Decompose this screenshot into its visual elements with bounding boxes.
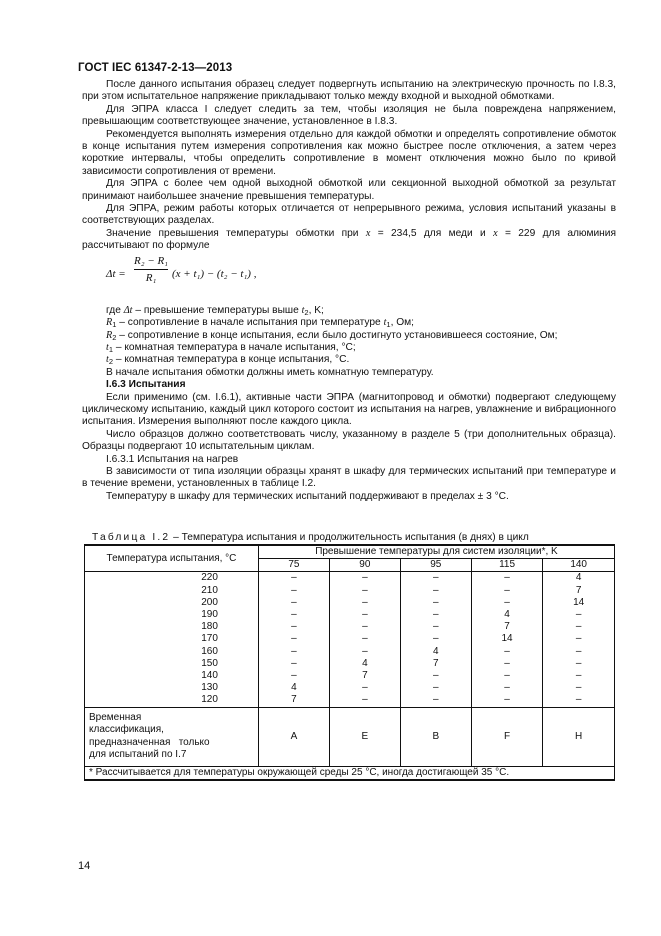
label-line: классификация, xyxy=(89,724,164,736)
cell: – xyxy=(543,670,615,682)
cell: – xyxy=(471,585,543,597)
cell: – xyxy=(329,597,400,609)
cell: – xyxy=(329,621,400,633)
col-header-class: 115 xyxy=(471,559,543,572)
cell-temp: 150 xyxy=(85,658,259,670)
cell: 4 xyxy=(471,609,543,621)
text: , Ом; xyxy=(390,317,414,329)
paragraph: Рекомендуется выполнять измерения отдельно для каждой обмотки и определять сопротивление обмоток в конце испытания путем измерения сопротивления как можно быстрее после отключения, а затем через короткие интервалы, чтобы определить сопротивление в момент отключения можно было по кривой зависимости сопротивления от времени. xyxy=(82,128,616,177)
cell: – xyxy=(329,646,400,658)
text: – комнатная температура в конце испытания, °C. xyxy=(113,354,350,366)
symbol: Δt xyxy=(123,304,133,316)
cell: – xyxy=(329,633,400,645)
paragraph: Число образцов должно соответствовать числу, указанному в разделе 5 (три дополнительных образца). Образцы подвергают 10 испытательным циклам. xyxy=(82,428,616,453)
subscript: 1 xyxy=(112,320,117,330)
cell-temp: 220 xyxy=(85,572,259,585)
cell: – xyxy=(329,682,400,694)
text: – сопротивление в начале испытания при температуре xyxy=(116,317,384,329)
formula-rest: (x + t₁) − (t₂ − t₁) , xyxy=(172,267,257,280)
label-line: предназначенная только xyxy=(89,736,210,748)
symbol: t xyxy=(383,317,387,329)
subscript: 2 xyxy=(112,332,117,342)
col-header-class: 90 xyxy=(329,559,400,572)
table-row xyxy=(85,585,615,597)
cell: – xyxy=(400,694,471,707)
subscript: 2 xyxy=(304,307,309,317)
cell: – xyxy=(543,621,615,633)
cell-temp: 190 xyxy=(85,609,259,621)
cell: – xyxy=(400,670,471,682)
cell: – xyxy=(258,609,329,621)
cell: – xyxy=(329,609,400,621)
symbol: t xyxy=(106,354,109,366)
table-header-row xyxy=(85,545,615,559)
paragraph: В начале испытания обмотки должны иметь комнатную температуру. xyxy=(106,366,434,378)
cell: – xyxy=(400,621,471,633)
cell: – xyxy=(258,658,329,670)
cell-temp: 160 xyxy=(85,646,259,658)
symbol: x xyxy=(493,227,498,239)
cell: – xyxy=(471,670,543,682)
table-row xyxy=(85,633,615,645)
table-row xyxy=(85,597,615,609)
classification-row xyxy=(85,707,615,766)
cell: 4 xyxy=(543,572,615,585)
cell: 4 xyxy=(329,658,400,670)
col-header-group: Превышение температуры для систем изоляции*, K xyxy=(258,545,614,559)
col-header-class: 140 xyxy=(543,559,615,572)
legend-line xyxy=(82,342,616,354)
formula-denominator: R₁ xyxy=(145,272,157,285)
paragraph: Для ЭПРА, режим работы которых отличается от непрерывного режима, условия испытаний указаны в соответствующих разделах. xyxy=(82,203,616,227)
table-row xyxy=(85,694,615,707)
cell: – xyxy=(400,609,471,621)
document-body xyxy=(82,79,616,503)
cell: – xyxy=(471,646,543,658)
legend-line xyxy=(82,354,616,366)
symbol: x xyxy=(365,227,371,239)
label-line: для испытаний по I.7 xyxy=(89,749,187,761)
paragraph: Для ЭПРА класса I следует следить за тем, чтобы изоляция не была повреждена напряжением, превышающим соответствующее значение, установленное в I.8.3. xyxy=(82,103,616,128)
document-header: ГОСТ IEC 61347-2-13—2013 xyxy=(78,62,233,74)
text: – сопротивление в конце испытания, если было достигнуто установившееся состояние, Ом; xyxy=(116,329,558,341)
cell: – xyxy=(258,633,329,645)
col-header-class: 95 xyxy=(400,559,471,572)
cell: – xyxy=(258,585,329,597)
cell: – xyxy=(471,597,543,609)
formula-lhs: Δt = xyxy=(106,267,126,280)
cell: – xyxy=(543,609,615,621)
table-row xyxy=(85,658,615,670)
cell: – xyxy=(258,597,329,609)
text: Значение превышения температуры обмотки при xyxy=(106,227,366,239)
cell: – xyxy=(258,646,329,658)
table-caption xyxy=(92,532,529,543)
paragraph: Температуру в шкафу для термических испытаний поддерживают в пределах ± 3 °C. xyxy=(106,490,509,502)
table-footnote-row xyxy=(85,766,615,780)
symbol: t xyxy=(301,304,305,316)
paragraph: После данного испытания образец следует подвергнуть испытанию на электрическую прочность по I.8.3, при этом испытательное напряжение прикладывают только между входной и выходной обмотками. xyxy=(82,79,616,103)
table-row xyxy=(85,682,615,694)
cell-temp: 170 xyxy=(85,633,259,645)
temperature-rise-formula xyxy=(82,255,616,303)
subsection-heading: I.6.3.1 Испытания на нагрев xyxy=(106,453,239,465)
cell: – xyxy=(258,621,329,633)
cell-class: H xyxy=(543,707,615,766)
paragraph: В зависимости от типа изоляции образцы хранят в шкафу для термических испытаний при температуре и в течение времени, установленных в таблице I.2. xyxy=(82,465,616,490)
legend-line xyxy=(82,330,616,342)
text: , K; xyxy=(308,304,324,316)
section-heading: I.6.3 Испытания xyxy=(106,379,186,391)
cell: – xyxy=(543,694,615,707)
cell: – xyxy=(471,572,543,585)
symbol: R xyxy=(106,317,113,329)
cell-class: F xyxy=(471,707,543,766)
formula-fraction xyxy=(132,255,170,285)
symbol: R xyxy=(106,329,113,341)
table-caption-text: – Температура испытания и продолжительность испытания (в днях) в цикл xyxy=(170,532,529,543)
table-row xyxy=(85,621,615,633)
paragraph: Если применимо (см. I.6.1), активные части ЭПРА (магнитопровод и обмотки) подвергают следующему циклическому испытанию, каждый цикл которого состоит из испытания на нагрев, увлажнение и вибрационного испытания. Измерения выполняют после каждого цикла. xyxy=(82,391,616,428)
col-header-class: 75 xyxy=(258,559,329,572)
cell-temp: 180 xyxy=(85,621,259,633)
cell: 4 xyxy=(258,682,329,694)
paragraph-formula-intro xyxy=(82,228,616,253)
cell-class: B xyxy=(400,707,471,766)
table-row xyxy=(85,609,615,621)
cell: – xyxy=(471,658,543,670)
cell: 7 xyxy=(329,670,400,682)
legend-line xyxy=(82,317,616,329)
cell-class: E xyxy=(329,707,400,766)
text: где xyxy=(106,304,124,316)
cell-temp: 210 xyxy=(85,585,259,597)
cell: 14 xyxy=(471,633,543,645)
cell: – xyxy=(471,682,543,694)
cell-temp: 130 xyxy=(85,682,259,694)
cell: 7 xyxy=(400,658,471,670)
cell: – xyxy=(400,597,471,609)
page-number: 14 xyxy=(78,860,91,872)
cell-temp: 120 xyxy=(85,694,259,707)
cell: – xyxy=(258,572,329,585)
table-row xyxy=(85,646,615,658)
cell-temp: 200 xyxy=(85,597,259,609)
legend-line xyxy=(82,305,616,317)
cell: – xyxy=(400,585,471,597)
col-header-temperature: Температура испытания, °C xyxy=(85,545,259,572)
table-row xyxy=(85,670,615,682)
cell: – xyxy=(543,633,615,645)
table-caption-label: Таблица I.2 xyxy=(92,532,171,543)
classification-label xyxy=(85,707,259,766)
cell: – xyxy=(471,694,543,707)
cell-temp: 140 xyxy=(85,670,259,682)
cell: 7 xyxy=(258,694,329,707)
formula-numerator: R₂ − R₁ xyxy=(133,254,168,267)
cell: 4 xyxy=(400,646,471,658)
cell: – xyxy=(400,572,471,585)
cell-class: A xyxy=(258,707,329,766)
label-line: Временная xyxy=(89,711,142,723)
paragraph: Для ЭПРА с более чем одной выходной обмоткой или секционной выходной обмоткой за результат принимают наибольшее значение превышения температуры. xyxy=(82,178,616,202)
cell: – xyxy=(543,682,615,694)
text: = 229 для алюминия рассчитывают по формуле xyxy=(82,227,616,252)
subscript: 1 xyxy=(386,320,391,330)
cell: 7 xyxy=(471,621,543,633)
cell: – xyxy=(543,658,615,670)
cell: 7 xyxy=(543,585,615,597)
test-temperature-table xyxy=(84,544,615,781)
symbol: t xyxy=(106,341,109,353)
text: – комнатная температура в начале испытания, °C; xyxy=(113,341,356,353)
cell: – xyxy=(400,682,471,694)
subscript: 2 xyxy=(108,357,114,367)
subscript: 1 xyxy=(108,344,114,354)
cell: – xyxy=(329,585,400,597)
cell: – xyxy=(400,633,471,645)
cell: – xyxy=(329,694,400,707)
cell: – xyxy=(258,670,329,682)
cell: – xyxy=(543,646,615,658)
table-footnote: * Рассчитывается для температуры окружающей среды 25 °C, иногда достигающей 35 °C. xyxy=(85,766,615,780)
text: – превышение температуры выше xyxy=(132,304,302,316)
text: = 234,5 для меди и xyxy=(370,227,494,239)
table-row xyxy=(85,572,615,585)
cell: 14 xyxy=(543,597,615,609)
cell: – xyxy=(329,572,400,585)
